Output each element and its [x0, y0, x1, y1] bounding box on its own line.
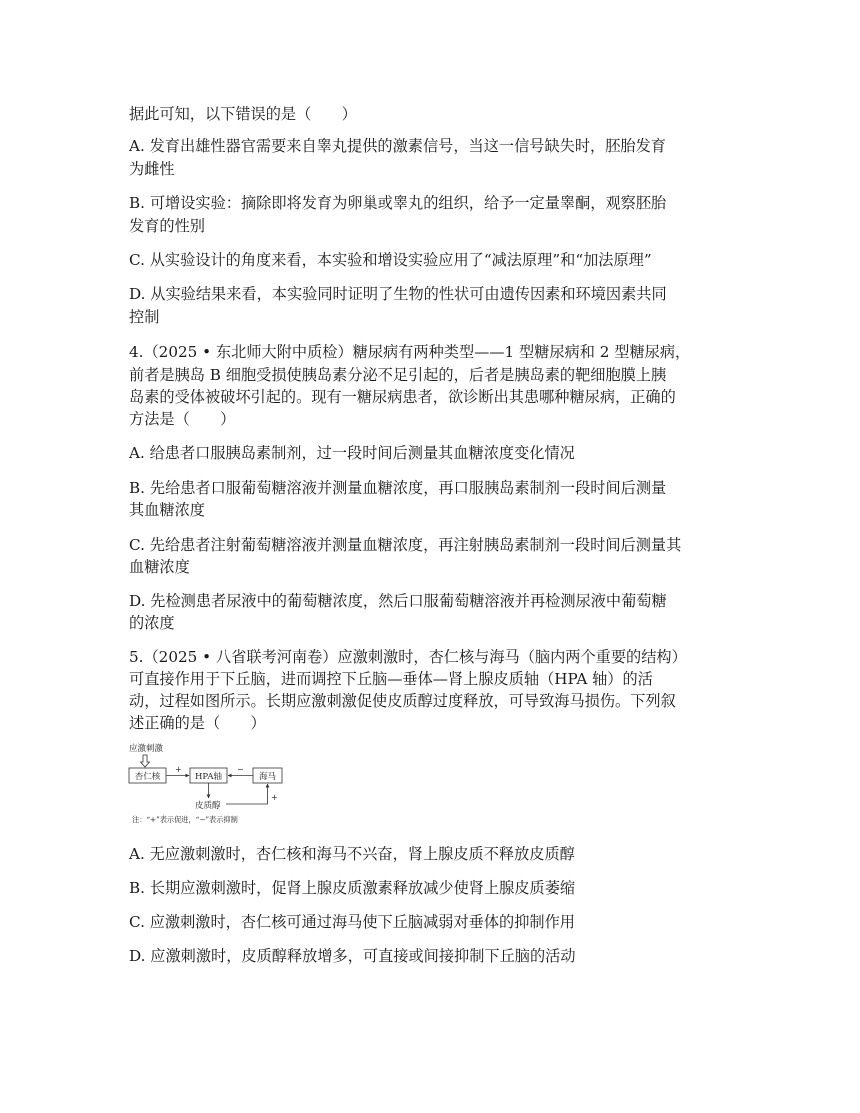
hippocampus-hpa-sign: − — [237, 765, 244, 774]
q5-option-b: B. 长期应激刺激时，促肾上腺皮质激素释放减少使肾上腺皮质萎缩 — [129, 879, 576, 897]
q5-option-c: C. 应激刺激时，杏仁核可通过海马使下丘脑减弱对垂体的抑制作用 — [129, 913, 575, 931]
question-intro: 据此可知，以下错误的是（ ） — [129, 105, 357, 123]
q5-option-d: D. 应激刺激时，皮质醇释放增多，可直接或间接抑制下丘脑的活动 — [129, 947, 576, 965]
q3-option-d-line1: D. 从实验结果来看，本实验同时证明了生物的性状可由遗传因素和环境因素共同 — [129, 285, 667, 303]
q4-option-c-line2: 血糖浓度 — [129, 558, 190, 576]
q5-stem-line4: 述正确的是（ ） — [129, 714, 266, 732]
q5-stem-line3: 动，过程如图所示。长期应激刺激促使皮质醇过度释放，可导致海马损伤。下列叙 — [129, 692, 676, 710]
q4-stem-line3: 岛素的受体被破坏引起的。现有一糖尿病患者，欲诊断出其患哪种糖尿病，正确的 — [129, 388, 676, 406]
q5-stem-line2: 可直接作用于下丘脑，进而调控下丘脑—垂体—肾上腺皮质轴（HPA 轴）的活 — [129, 670, 653, 688]
q3-option-a-line1: A. 发育出雄性器官需要来自睾丸提供的激素信号，当这一信号缺失时，胚胎发育 — [129, 137, 666, 155]
stimulus-arrow — [141, 755, 150, 767]
hippocampus-label: 海马 — [258, 772, 277, 782]
q3-option-b-line1: B. 可增设实验：摘除即将发育为卵巢或睾丸的组织，给予一定量睾酮，观察胚胎 — [129, 194, 667, 212]
q4-option-d-line1: D. 先检测患者尿液中的葡萄糖浓度，然后口服葡萄糖溶液并再检测尿液中葡萄糖 — [129, 592, 667, 610]
q4-option-b-line2: 其血糖浓度 — [129, 501, 205, 519]
q3-option-a-line2: 为雌性 — [129, 160, 175, 178]
hpa-axis-diagram — [128, 742, 288, 828]
amygdala-label: 杏仁核 — [134, 772, 161, 782]
q3-option-b-line2: 发育的性别 — [129, 217, 205, 235]
q4-stem-line1: 4.（2025 • 东北师大附中质检）糖尿病有两种类型——1 型糖尿病和 2 型糖尿病， — [129, 343, 691, 361]
diagram-note: 注：“+”表示促进，“−”表示抑制 — [132, 815, 238, 824]
stimulus-label: 应激刺激 — [129, 744, 164, 754]
q3-option-c: C. 从实验设计的角度来看，本实验和增设实验应用了“减法原理”和“加法原理” — [129, 251, 652, 269]
q3-option-d-line2: 控制 — [129, 308, 160, 326]
q4-option-a: A. 给患者口服胰岛素制剂，过一段时间后测量其血糖浓度变化情况 — [129, 444, 575, 462]
cortisol-hippocampus-sign: + — [271, 793, 278, 802]
q4-option-c-line1: C. 先给患者注射葡萄糖溶液并测量血糖浓度，再注射胰岛素制剂一段时间后测量其 — [129, 536, 682, 554]
q4-stem-line4: 方法是（ ） — [129, 410, 236, 428]
q5-option-a: A. 无应激刺激时，杏仁核和海马不兴奋，肾上腺皮质不释放皮质醇 — [129, 845, 575, 863]
q4-option-d-line2: 的浓度 — [129, 614, 175, 632]
cortisol-label: 皮质醇 — [195, 801, 221, 811]
q4-option-b-line1: B. 先给患者口服葡萄糖溶液并测量血糖浓度，再口服胰岛素制剂一段时间后测量 — [129, 479, 667, 497]
q4-stem-line2: 前者是胰岛 B 细胞受损使胰岛素分泌不足引起的，后者是胰岛素的靶细胞膜上胰 — [129, 366, 667, 384]
amygdala-hpa-sign: + — [175, 765, 182, 774]
q5-stem-line1: 5.（2025 • 八省联考河南卷）应激刺激时，杏仁核与海马（脑内两个重要的结构） — [129, 648, 687, 666]
cortisol-to-hippocampus-arrow — [226, 784, 268, 804]
hpa-label: HPA轴 — [195, 772, 222, 782]
